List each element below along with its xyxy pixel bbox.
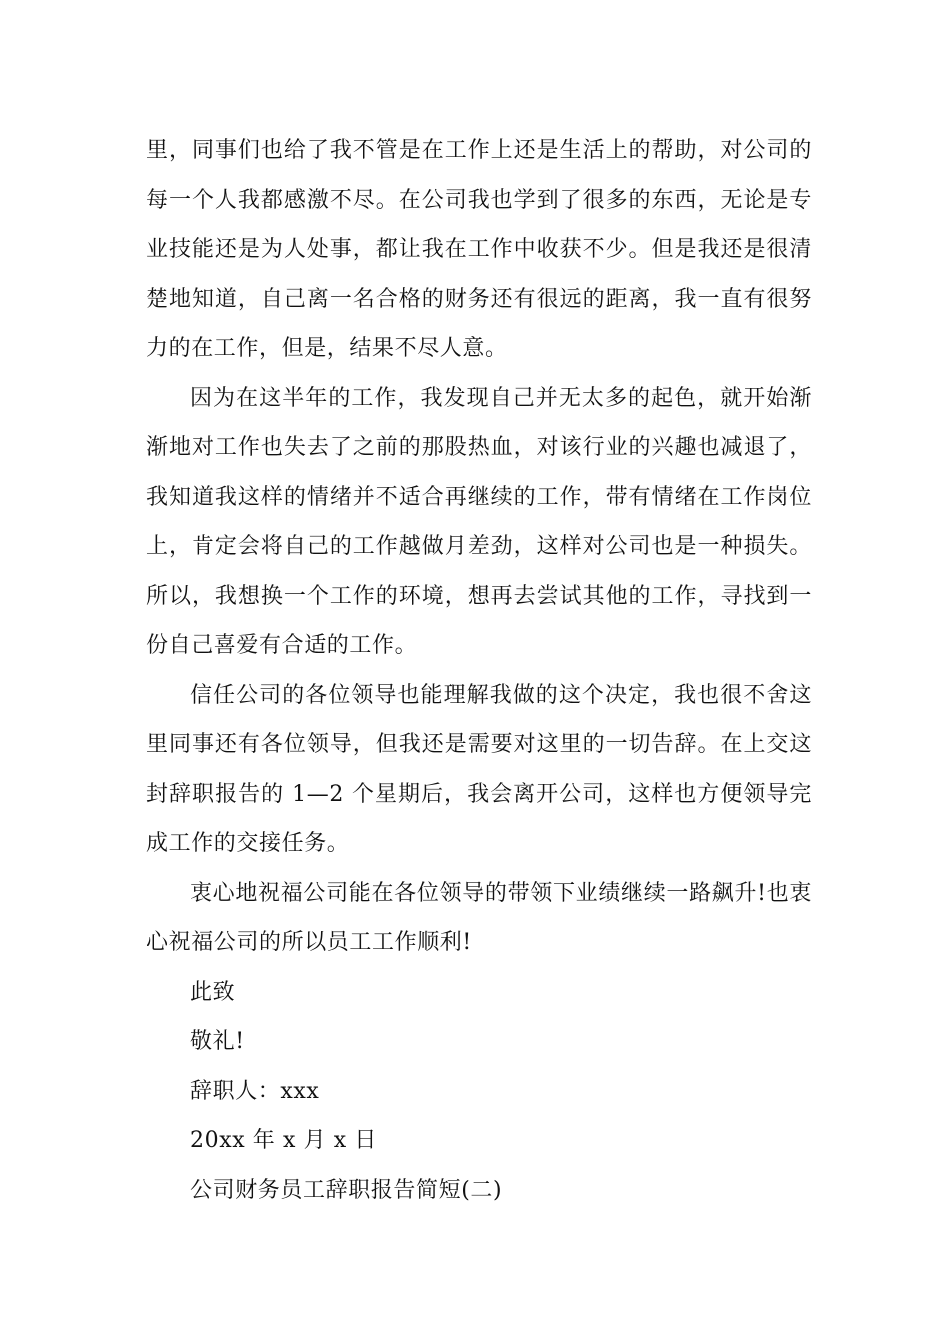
paragraph-decision: 信任公司的各位领导也能理解我做的这个决定，我也很不舍这里同事还有各位领导，但我还是需要对这里的一切告辞。在上交这封辞职报告的 1—2 个星期后，我会离开公司，这样也方便领导完成工作的交接任务。 xyxy=(146,682,812,856)
paragraph-continued: 里，同事们也给了我不管是在工作上还是生活上的帮助，对公司的每一个人我都感激不尽。在公司我也学到了很多的东西，无论是专业技能还是为人处事，都让我在工作中收获不少。但是我还是很清楚地知道，自己离一名合格的财务还有很远的距离，我一直有很努力的在工作，但是，结果不尽人意。 xyxy=(146,138,812,361)
next-section-title: 公司财务员工辞职报告简短(二) xyxy=(190,1177,503,1203)
signer-line: 辞职人：xxx xyxy=(190,1078,320,1104)
closing-line: 此致 xyxy=(190,979,236,1005)
paragraph-blessing: 衷心地祝福公司能在各位领导的带领下业绩继续一路飙升!也衷心祝福公司的所以员工工作顺利! xyxy=(146,880,812,955)
document-body xyxy=(146,126,812,1215)
date-line: 20xx 年 x 月 x 日 xyxy=(190,1128,377,1153)
paragraph-reason: 因为在这半年的工作，我发现自己并无太多的起色，就开始渐渐地对工作也失去了之前的那股热血，对该行业的兴趣也减退了，我知道我这样的情绪并不适合再继续的工作，带有情绪在工作岗位上，肯定会将自己的工作越做月差劲，这样对公司也是一种损失。所以，我想换一个工作的环境，想再去尝试其他的工作，寻找到一份自己喜爱有合适的工作。 xyxy=(146,385,812,658)
salute-line: 敬礼! xyxy=(190,1029,245,1054)
